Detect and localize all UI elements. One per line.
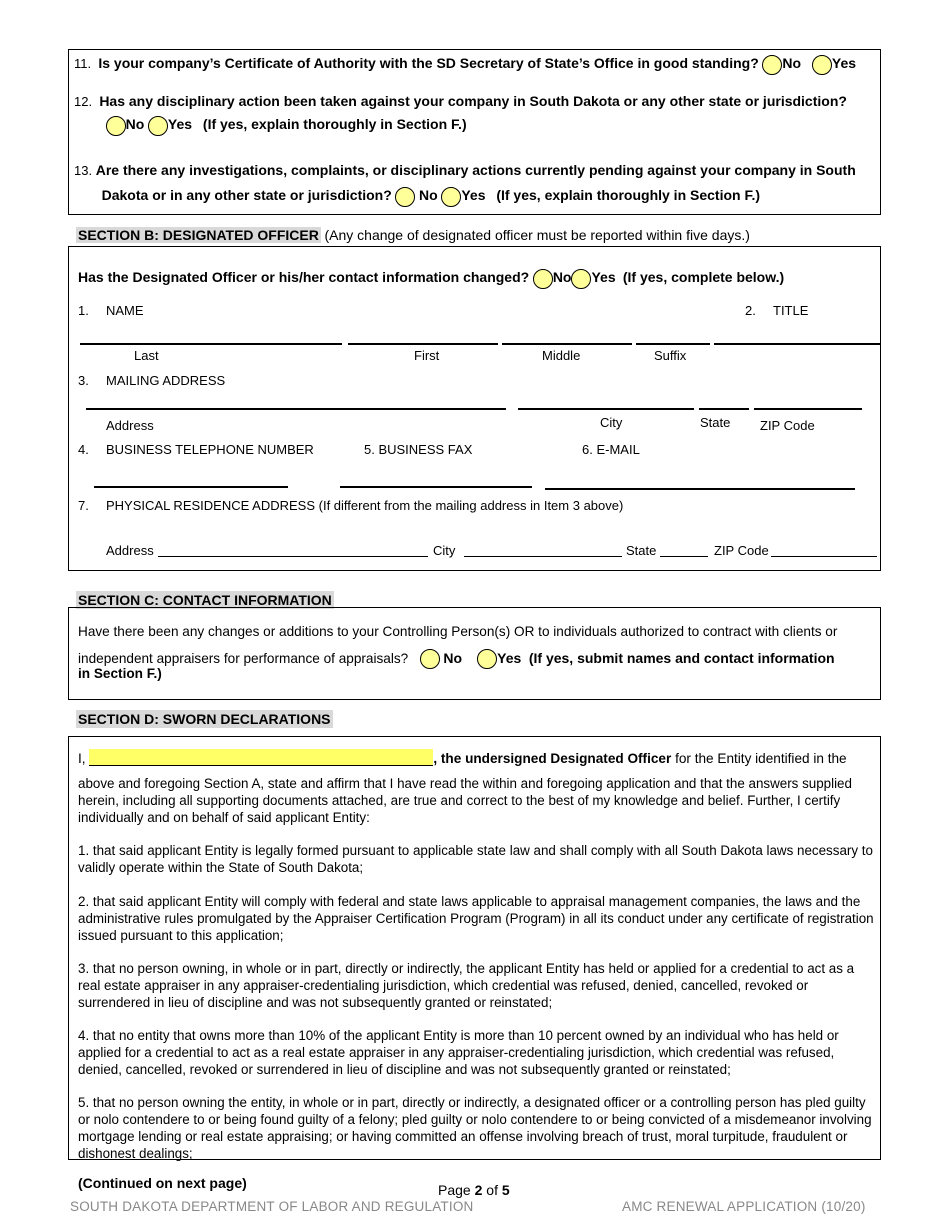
residence-zip-label: ZIP Code xyxy=(714,543,769,558)
q13-number: 13. xyxy=(74,163,93,178)
last-name-line[interactable] xyxy=(80,343,342,345)
page-of: of xyxy=(486,1182,498,1198)
physical-address-label: PHYSICAL RESIDENCE ADDRESS (If different from the mailing address in Item 3 above) xyxy=(106,498,624,513)
city-label: City xyxy=(600,415,623,430)
intro-i: I, xyxy=(78,751,86,766)
section-b-heading-row xyxy=(76,226,750,244)
section-c-note-line2: in Section F.) xyxy=(78,666,162,681)
section-b-no-radio[interactable] xyxy=(533,269,553,289)
section-b-note: (If yes, complete below.) xyxy=(622,269,785,285)
section-b-no-label: No xyxy=(552,269,572,285)
declaration-1: 1. that said applicant Entity is legally formed pursuant to applicable state law and shall comply with all South Dakota laws necessary to validly operate within the State of South Dakota; xyxy=(78,843,873,875)
section-d-heading: SECTION D: SWORN DECLARATIONS xyxy=(78,711,331,727)
officer-name-field[interactable] xyxy=(89,749,433,766)
q12-yes-label: Yes xyxy=(167,116,193,132)
mailing-address-label: MAILING ADDRESS xyxy=(106,373,226,388)
continued-note: (Continued on next page) xyxy=(78,1175,247,1191)
section-b-heading: SECTION B: DESIGNATED OFFICER xyxy=(78,227,319,243)
q13-note: (If yes, explain thoroughly in Section F.) xyxy=(496,187,761,203)
address-label: Address xyxy=(106,418,154,433)
intro-paragraph: above and foregoing Section A, state and affirm that I have read the within and foregoing application and that the answers supplied herein, including all supporting documents attached, are true and correct to the best of my knowledge and belief. Further, I certify individually and on behalf of said applicant Entity: xyxy=(78,776,852,825)
declaration-2: 2. that said applicant Entity will comply with federal and state laws applicable to appraisal management companies, the laws and the administrative rules promulgated by the Appraiser Certification Program (Program) in all its conduct under any certificate of registration issued pursuant to this application; xyxy=(78,894,874,943)
state-label: State xyxy=(700,415,731,430)
declaration-5: 5. that no person owning the entity, in whole or in part, directly or indirectly, a designated officer or a controlling person has pled guilty or nolo contendere to or being found guilty of a felony; pled guilty or nolo contendere to or being convicted of a misdemeanor involving mortgage lending or real estate appraising; or having committed an offense involving breach of trust, moral turpitude, fraudulent or dishonest dealings; xyxy=(78,1095,872,1161)
section-c-no-label: No xyxy=(443,650,463,666)
section-b-yes-radio[interactable] xyxy=(571,269,591,289)
field-2-number: 2. xyxy=(745,303,756,318)
zip-label: ZIP Code xyxy=(760,418,815,433)
section-c-yes-label: Yes xyxy=(497,650,522,666)
residence-zip-line[interactable] xyxy=(771,556,877,557)
section-c-no-radio[interactable] xyxy=(420,649,440,669)
last-label: Last xyxy=(134,348,159,363)
section-c-heading: SECTION C: CONTACT INFORMATION xyxy=(78,592,332,608)
field-name-label: NAME xyxy=(106,303,144,318)
section-d-intro-line xyxy=(78,749,847,766)
section-b-question xyxy=(78,266,784,289)
field-1-number: 1. xyxy=(78,303,89,318)
section-c-question xyxy=(78,647,835,670)
mailing-city-line[interactable] xyxy=(518,408,694,410)
residence-address-line[interactable] xyxy=(158,556,428,557)
q11-number: 11. xyxy=(74,56,92,71)
question-11 xyxy=(74,53,856,75)
q11-text: Is your company’s Certificate of Authority with the SD Secretary of State’s Office in good standing? xyxy=(98,55,759,71)
field-3-number: 3. xyxy=(78,373,89,388)
q13-no-radio[interactable] xyxy=(395,187,415,207)
email-line[interactable] xyxy=(545,488,855,490)
first-name-line[interactable] xyxy=(348,343,498,345)
mailing-zip-line[interactable] xyxy=(754,408,862,410)
first-label: First xyxy=(414,348,440,363)
q11-yes-label: Yes xyxy=(831,55,857,71)
residence-state-label: State xyxy=(626,543,657,558)
field-7-number: 7. xyxy=(78,498,89,513)
q11-no-label: No xyxy=(782,55,802,71)
q11-no-radio[interactable] xyxy=(762,55,782,75)
residence-city-line[interactable] xyxy=(464,556,622,557)
section-b-yes-label: Yes xyxy=(591,269,616,285)
suffix-label: Suffix xyxy=(654,348,687,363)
section-c-note: (If yes, submit names and contact information xyxy=(528,650,835,666)
business-fax-label: 5. BUSINESS FAX xyxy=(364,442,473,457)
business-phone-label: BUSINESS TELEPHONE NUMBER xyxy=(106,442,314,457)
middle-label: Middle xyxy=(542,348,581,363)
middle-name-line[interactable] xyxy=(502,343,632,345)
q13-text-line2: Dakota or in any other state or jurisdiction? xyxy=(101,187,392,203)
field-title-label: TITLE xyxy=(773,303,809,318)
q12-no-label: No xyxy=(125,116,145,132)
phone-line[interactable] xyxy=(94,486,288,488)
mailing-address-line[interactable] xyxy=(86,408,506,410)
q13-yes-radio[interactable] xyxy=(441,187,461,207)
fax-line[interactable] xyxy=(340,486,532,488)
residence-city-label: City xyxy=(433,543,456,558)
page-prefix: Page xyxy=(438,1182,471,1198)
field-4-number: 4. xyxy=(78,442,89,457)
intro-bold: , the undersigned Designated Officer xyxy=(433,751,672,766)
q12-yes-radio[interactable] xyxy=(148,116,168,136)
q12-text: Has any disciplinary action been taken against your company in South Dakota or any other state or jurisdiction? xyxy=(99,93,847,109)
q13-text-line1: Are there any investigations, complaints, or disciplinary actions currently pending against your company in South xyxy=(95,162,856,178)
section-c-line2: independent appraisers for performance of appraisals? xyxy=(78,651,409,666)
footer-form-name: AMC RENEWAL APPLICATION (10/20) xyxy=(622,1199,866,1214)
q12-note: (If yes, explain thoroughly in Section F.) xyxy=(202,116,467,132)
declaration-3: 3. that no person owning, in whole or in part, directly or indirectly, the applicant Entity has held or applied for a credential to act as a real estate appraiser in any appraiser-credentialing jurisdiction, which credential was refused, denied, cancelled, revoked or surrendered in lieu of discipline and was not subsequently granted or reinstated; xyxy=(78,961,855,1010)
page-number xyxy=(438,1182,510,1198)
mailing-state-line[interactable] xyxy=(699,408,749,410)
question-12 xyxy=(74,90,847,136)
residence-address-label: Address xyxy=(106,543,154,558)
declaration-4: 4. that no entity that owns more than 10% of the applicant Entity is more than 10 percent owned by an individual who has held or applied for a credential to act as a real estate appraiser in any appraiser-credentialing jurisdiction, which credential was refused, denied, cancelled, revoked or surrendered in lieu of discipline and was not subsequently granted or reinstated; xyxy=(78,1028,839,1077)
email-label: 6. E-MAIL xyxy=(582,442,640,457)
page-total: 5 xyxy=(501,1182,510,1198)
section-b-heading-note: (Any change of designated officer must be reported within five days.) xyxy=(324,227,750,243)
q13-no-label: No xyxy=(419,187,438,203)
footer-department: SOUTH DAKOTA DEPARTMENT OF LABOR AND REGULATION xyxy=(70,1199,474,1214)
section-b-question-text: Has the Designated Officer or his/her contact information changed? xyxy=(78,269,530,285)
q11-yes-radio[interactable] xyxy=(812,55,832,75)
q12-no-radio[interactable] xyxy=(106,116,126,136)
page-current: 2 xyxy=(474,1182,483,1198)
residence-state-line[interactable] xyxy=(660,556,708,557)
q13-yes-label: Yes xyxy=(461,187,486,203)
title-line[interactable] xyxy=(714,343,880,345)
question-13 xyxy=(74,158,856,208)
section-c-line1: Have there been any changes or additions to your Controlling Person(s) OR to individuals authorized to contract with clients or xyxy=(78,624,838,639)
section-c-yes-radio[interactable] xyxy=(477,649,497,669)
q12-number: 12. xyxy=(74,94,93,109)
intro-rest: for the Entity identified in the xyxy=(675,751,847,766)
suffix-line[interactable] xyxy=(636,343,710,345)
